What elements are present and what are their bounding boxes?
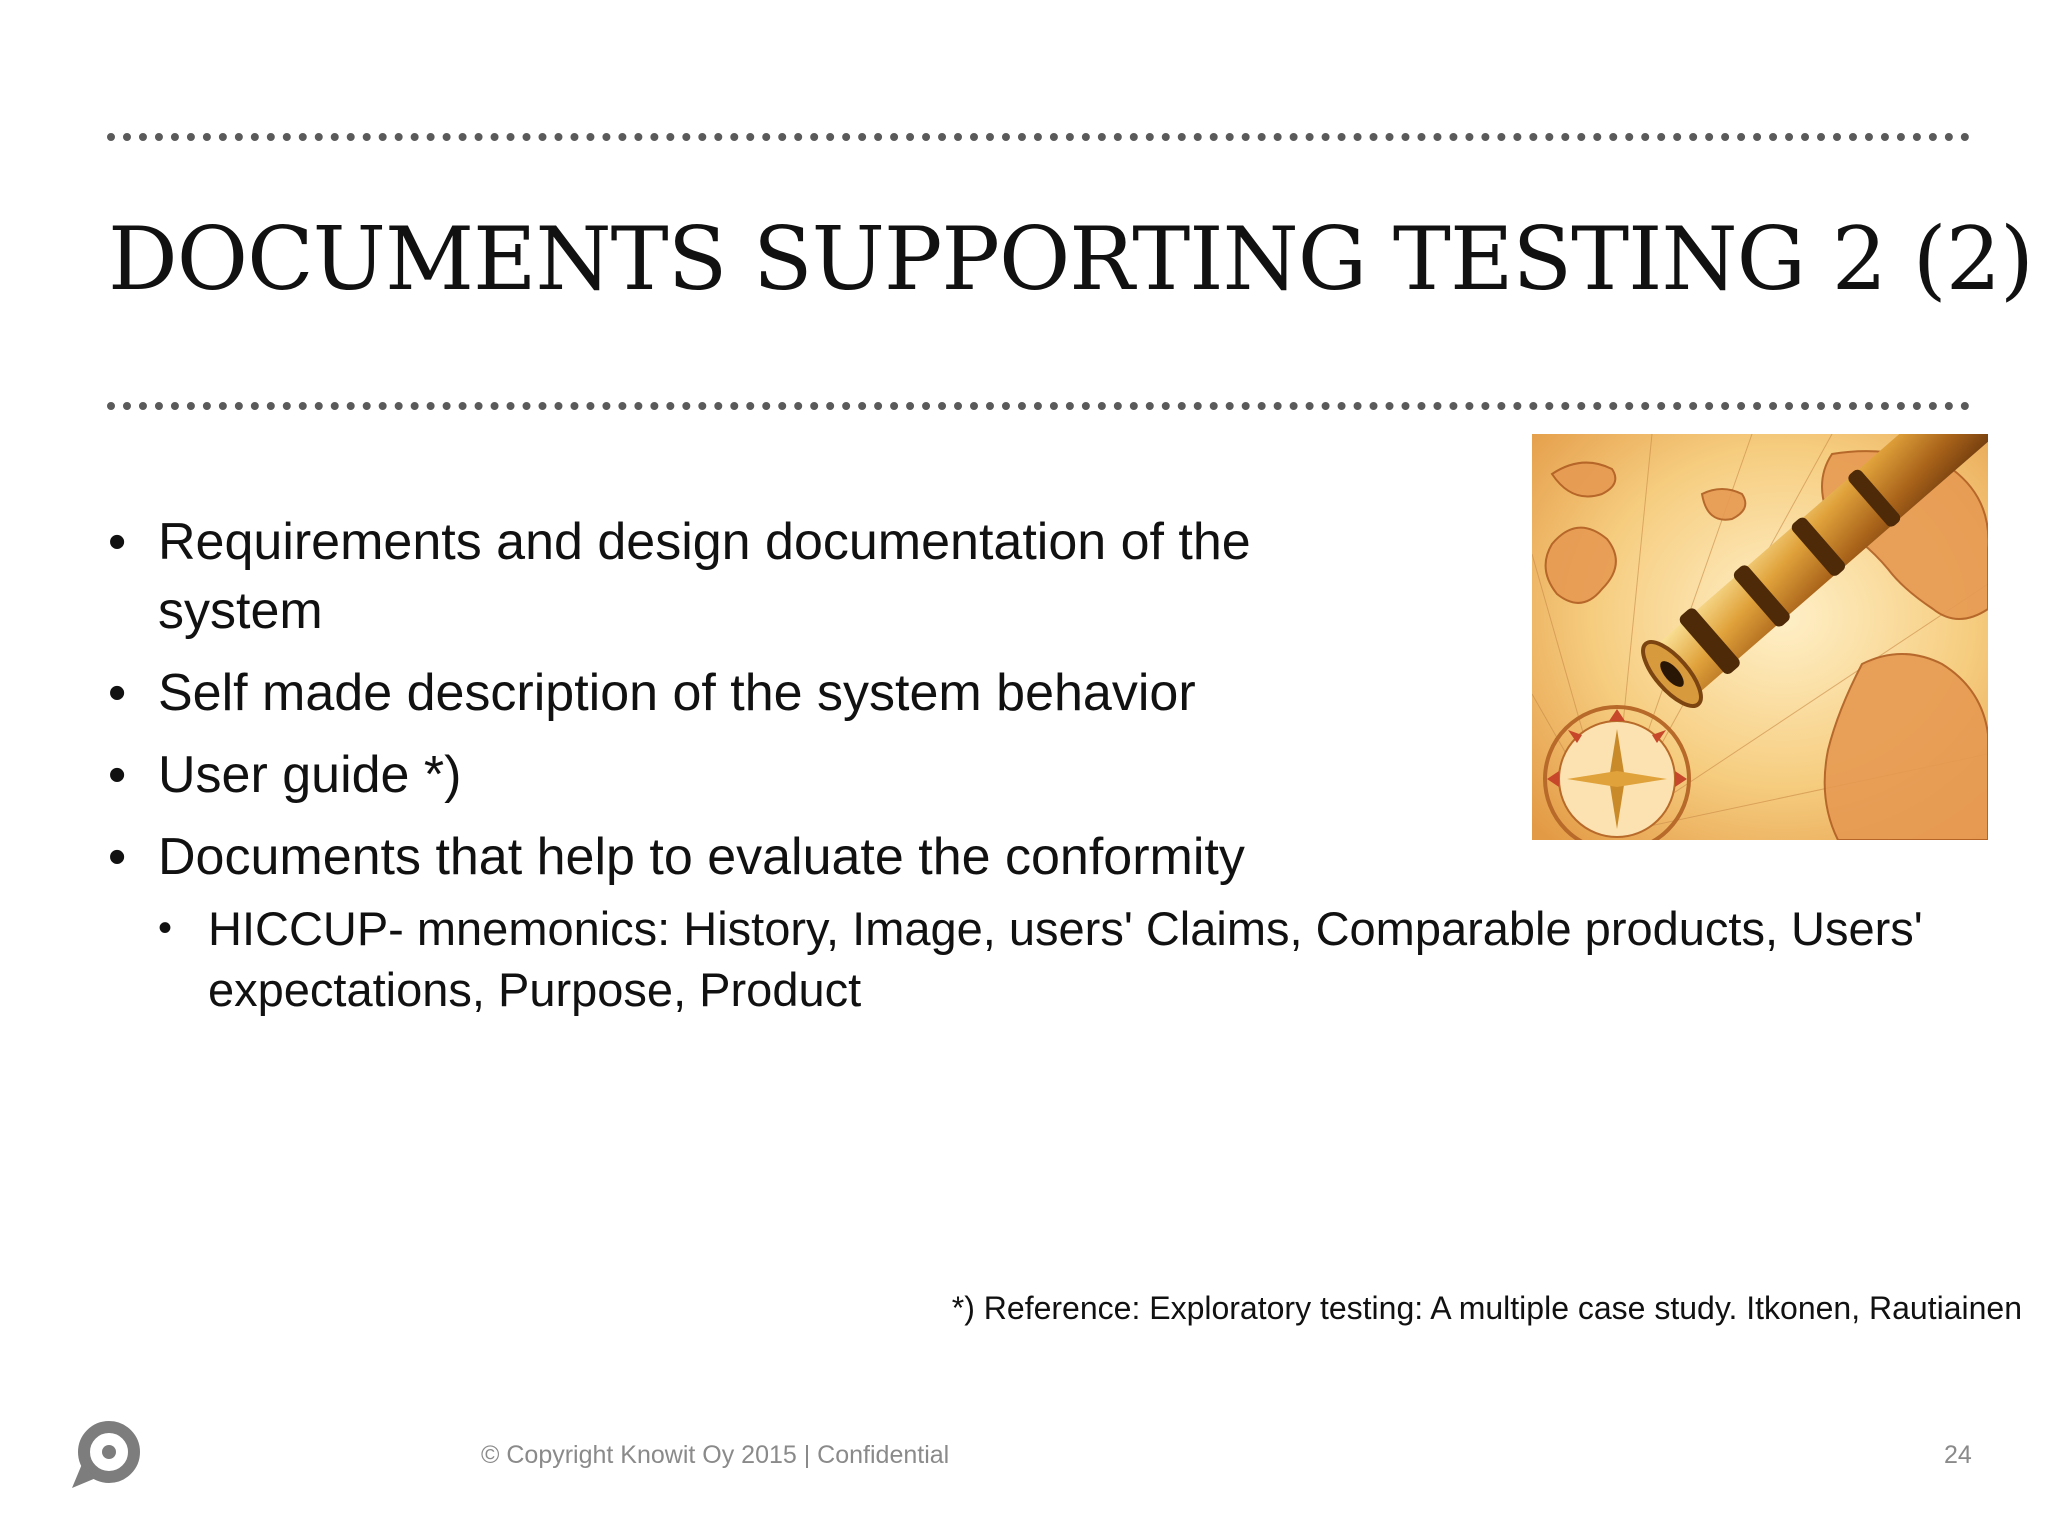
- page-number: 24: [1944, 1441, 1972, 1469]
- footer-copyright: © Copyright Knowit Oy 2015 | Confidential: [481, 1441, 950, 1469]
- knowit-logo-icon: [70, 1418, 144, 1492]
- bullet-text: Documents that help to evaluate the conformity: [158, 828, 1245, 886]
- sub-bullet-dot: •: [158, 906, 173, 950]
- sub-bullet-text: HICCUP- mnemonics: History, Image, users' Claims, Comparable products, Users' expectations, Purpose, Product: [208, 902, 1923, 1016]
- telescope-on-map-photo: [1532, 434, 1988, 840]
- bullet-dot: •: [108, 828, 127, 886]
- bullet-dot: •: [108, 513, 127, 571]
- bottom-dotted-divider: [107, 402, 1970, 410]
- sub-bullet-list: [158, 898, 1978, 1020]
- bullet-text: Self made description of the system behavior: [158, 664, 1196, 722]
- bullet-text: User guide *): [158, 746, 462, 804]
- bullet-item: [108, 823, 1978, 1020]
- bullet-dot: •: [108, 746, 127, 804]
- top-dotted-divider: [107, 133, 1970, 141]
- bullet-dot: •: [108, 664, 127, 722]
- bullet-text: Requirements and design documentation of the system: [158, 513, 1251, 640]
- reference-footnote: *) Reference: Exploratory testing: A multiple case study. Itkonen, Rautiainen: [951, 1290, 2022, 1326]
- slide-title: DOCUMENTS SUPPORTING TESTING 2 (2): [108, 208, 2033, 310]
- sub-bullet-item: [158, 898, 1988, 1020]
